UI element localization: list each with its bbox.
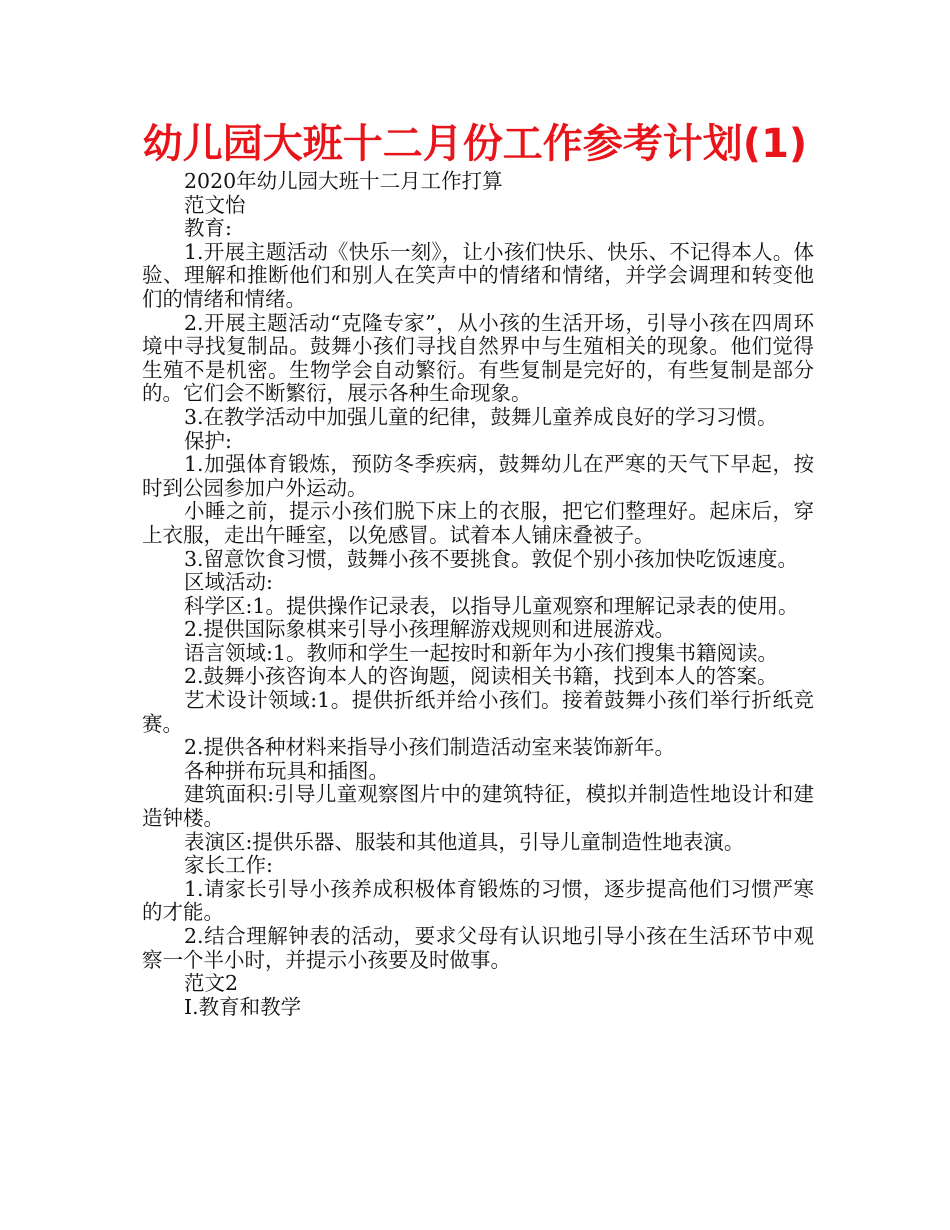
paragraph-care-heading: 保护:	[184, 428, 232, 453]
paragraph-science-2: 2.提供国际象棋来引导小孩理解游戏规则和进展游戏。	[184, 617, 676, 642]
paragraph-art-1: 艺术设计领域:1。提供折纸并给小孩们。接着鼓舞小孩们举行折纸竞赛。	[142, 688, 814, 736]
paragraph-parents-2: 2.结合理解钟表的活动，要求父母有认识地引导小孩在生活环节中观察一个半小时，并提示小孩要及时做事。	[142, 924, 814, 972]
paragraph-education-1: 1.开展主题活动《快乐一刻》，让小孩们快乐、快乐、不记得本人。体验、理解和推断他们和别人在笑声中的情绪和情绪，并学会调理和转变他们的情绪和情绪。	[142, 239, 814, 311]
paragraph-plan-title: 2020年幼儿园大班十二月工作打算	[184, 169, 503, 193]
paragraph-language-1: 语言领域:1。教师和学生一起按时和新年为小孩们搜集书籍阅读。	[184, 640, 778, 665]
paragraph-sample-2-heading: 范文2	[184, 971, 239, 996]
paragraph-science-1: 科学区:1。提供操作记录表，以指导儿童观察和理解记录表的使用。	[184, 593, 799, 618]
paragraph-art-2: 2.提供各种材料来指导小孩们制造活动室来装饰新年。	[184, 735, 676, 760]
paragraph-language-2: 2.鼓舞小孩咨询本人的咨询题，阅读相关书籍，找到本人的答案。	[184, 664, 778, 689]
paragraph-education-3: 3.在教学活动中加强儿童的纪律，鼓舞儿童养成良好的学习习惯。	[184, 404, 778, 429]
paragraph-care-1: 1.加强体育锻炼，预防冬季疾病，鼓舞幼儿在严寒的天气下早起，按时到公园参加户外运动。	[142, 452, 814, 500]
paragraph-parents-1: 1.请家长引导小孩养成积极体育锻炼的习惯，逐步提高他们习惯严寒的才能。	[142, 876, 814, 925]
paragraph-art-3: 各种拼布玩具和插图。	[184, 758, 389, 783]
paragraph-education-2: 2.开展主题活动“克隆专家”，从小孩的生活开场，引导小孩在四周环境中寻找复制品。鼓舞小孩们寻找自然界中与生殖相关的现象。他们觉得生殖不是机密。生物学会自动繁衍。有些复制是完好的，有些复制是部分的。它们会不断繁衍，展示各种生命现象。	[142, 310, 814, 406]
paragraph-education-heading: 教育:	[184, 216, 232, 241]
paragraph-care-3: 3.留意饮食习惯，鼓舞小孩不要挑食。敦促个别小孩加快吃饭速度。	[184, 546, 799, 571]
paragraph-parents-heading: 家长工作:	[184, 853, 273, 878]
paragraph-care-2: 小睡之前，提示小孩们脱下床上的衣服，把它们整理好。起床后，穿上衣服，走出午睡室，以免感冒。试着本人铺床叠被子。	[142, 499, 814, 547]
document-body	[142, 170, 814, 1019]
paragraph-performance: 表演区:提供乐器、服装和其他道具，引导儿童制造性地表演。	[184, 829, 745, 854]
paragraph-building: 建筑面积:引导儿童观察图片中的建筑特征，模拟并制造性地设计和建造钟楼。	[142, 782, 814, 831]
paragraph-section-1-heading: Ⅰ.教育和教学	[184, 994, 302, 1019]
paragraph-area-heading: 区域活动:	[184, 570, 273, 595]
document-title: 幼儿园大班十二月份工作参考计划(1)	[142, 121, 808, 167]
paragraph-sample-1-heading: 范文怡	[184, 192, 246, 217]
